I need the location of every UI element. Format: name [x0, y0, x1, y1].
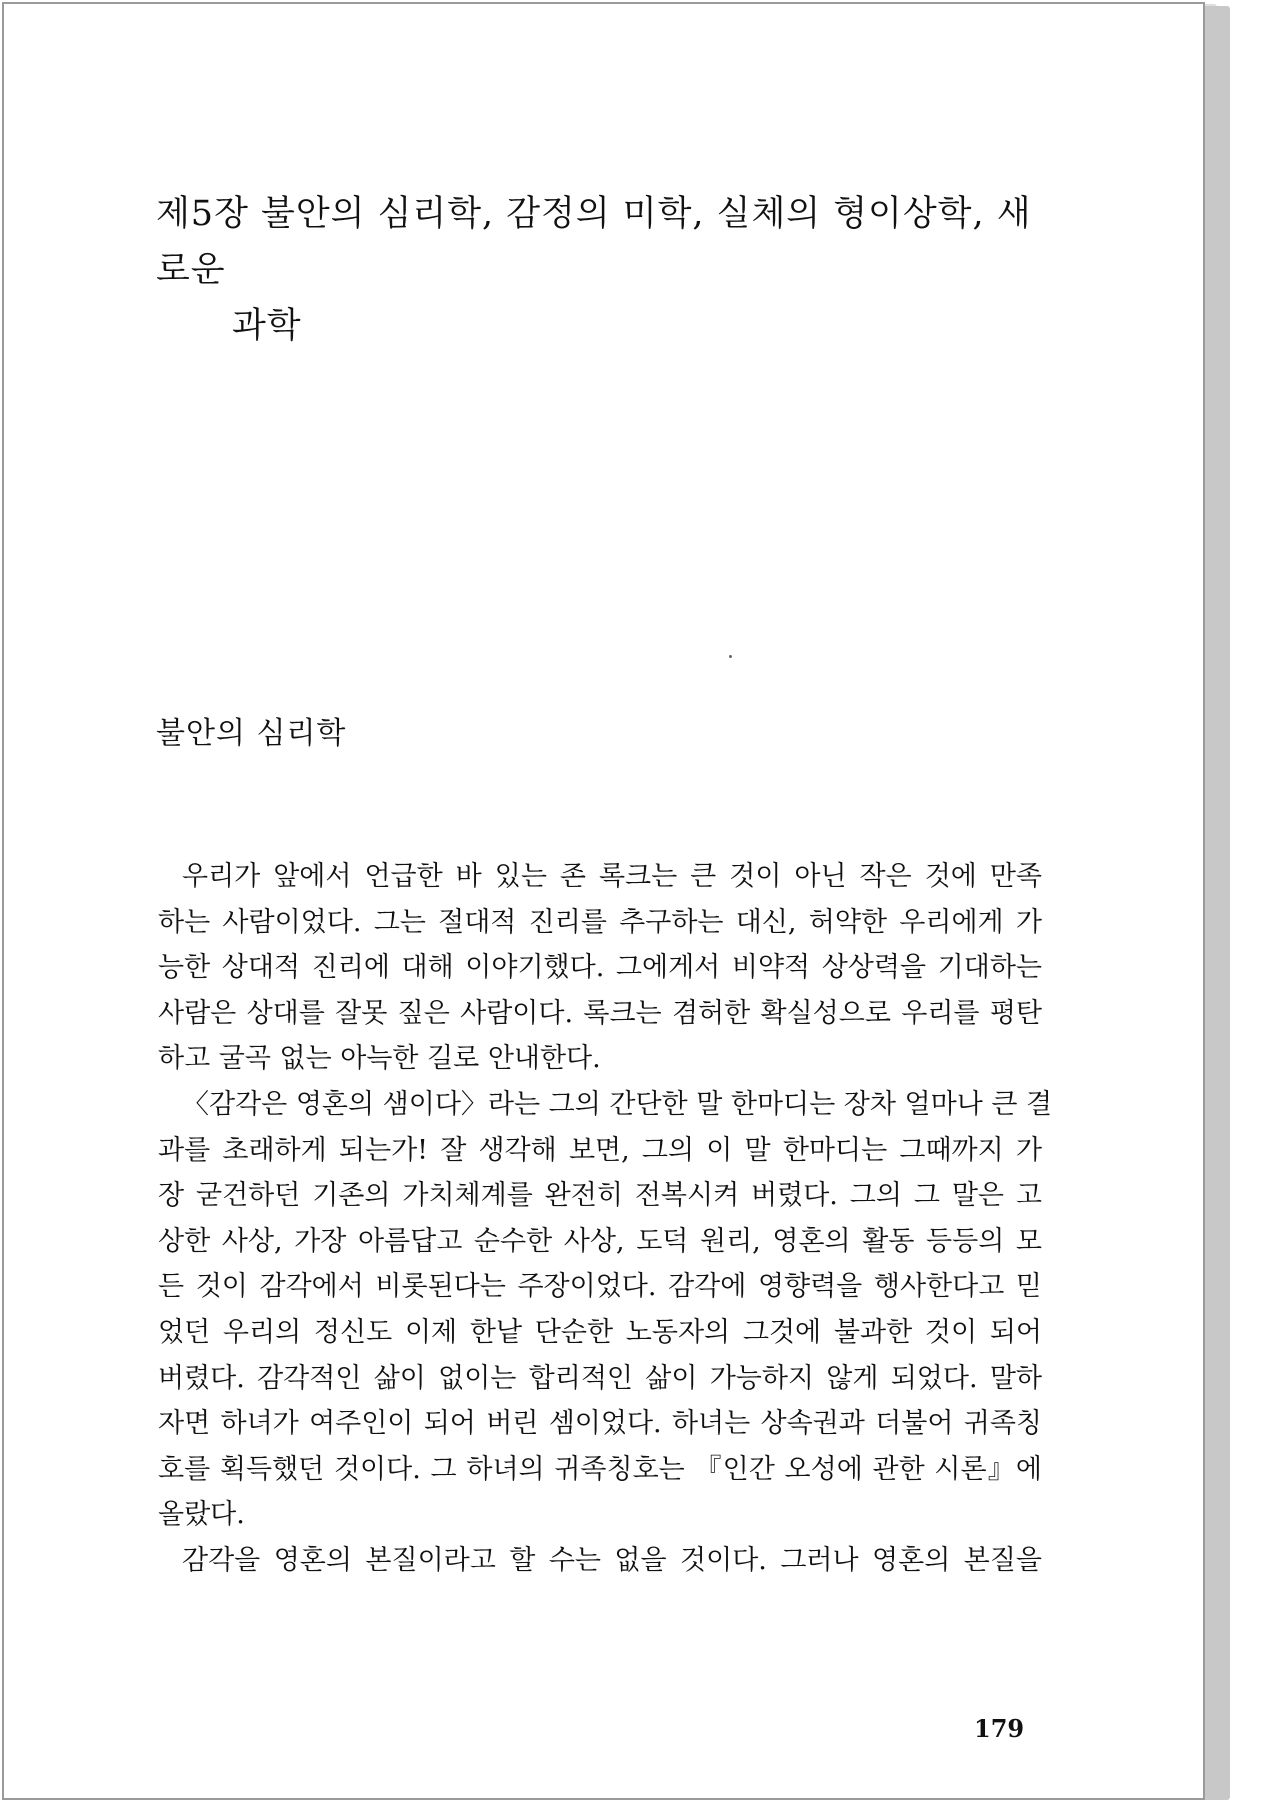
chapter-title-line-2: 과학 — [232, 306, 302, 346]
body-line: 과를 초래하게 되는가! 잘 생각해 보면, 그의 이 말 한마디는 그때까지 가 — [158, 1134, 1042, 1166]
body-line: 호를 획득했던 것이다. 그 하녀의 귀족칭호는 『인간 오성에 관한 시론』에 — [158, 1453, 1042, 1485]
chapter-title — [156, 186, 1036, 354]
page-number: 179 — [974, 1714, 1025, 1743]
body-line: 올랐다. — [158, 1499, 245, 1531]
body-line: 자면 하녀가 여주인이 되어 버린 셈이었다. 하녀는 상속권과 더불어 귀족칭 — [158, 1408, 1042, 1440]
body-line: 든 것이 감각에서 비롯된다는 주장이었다. 감각에 영향력을 행사한다고 믿 — [158, 1271, 1042, 1303]
body-line: 버렸다. 감각적인 삶이 없이는 합리적인 삶이 가능하지 않게 되었다. 말하 — [158, 1362, 1042, 1394]
body-line: 감각을 영혼의 본질이라고 할 수는 없을 것이다. 그러나 영혼의 본질을 — [182, 1544, 1042, 1576]
body-line: 우리가 앞에서 언급한 바 있는 존 록크는 큰 것이 아닌 작은 것에 만족 — [182, 861, 1042, 892]
body-line: 사람은 상대를 잘못 짚은 사람이다. 록크는 겸허한 확실성으로 우리를 평탄 — [158, 997, 1042, 1029]
body-line: 장 굳건하던 기존의 가치체계를 완전히 전복시켜 버렸다. 그의 그 말은 고 — [158, 1180, 1042, 1212]
scan-speck — [729, 655, 732, 658]
body-line: 하고 굴곡 없는 아늑한 길로 안내한다. — [158, 1043, 601, 1075]
body-line: 하는 사람이었다. 그는 절대적 진리를 추구하는 대신, 허약한 우리에게 가 — [158, 906, 1042, 938]
body-line: 〈감각은 영혼의 샘이다〉라는 그의 간단한 말 한마디는 장차 얼마나 큰 결 — [182, 1088, 1053, 1120]
body-line: 상한 사상, 가장 아름답고 순수한 사상, 도덕 원리, 영혼의 활동 등등의 모 — [158, 1225, 1042, 1257]
body-line: 었던 우리의 정신도 이제 한낱 단순한 노동자의 그것에 불과한 것이 되어 — [158, 1316, 1042, 1348]
section-heading: 불안의 심리학 — [156, 716, 347, 751]
chapter-title-line-1: 제5장 불안의 심리학, 감정의 미학, 실체의 형이상학, 새로운 — [156, 194, 1032, 290]
body-text — [158, 854, 1053, 1584]
book-page — [2, 2, 1205, 1800]
body-line: 능한 상대적 진리에 대해 이야기했다. 그에게서 비약적 상상력을 기대하는 — [158, 952, 1042, 984]
